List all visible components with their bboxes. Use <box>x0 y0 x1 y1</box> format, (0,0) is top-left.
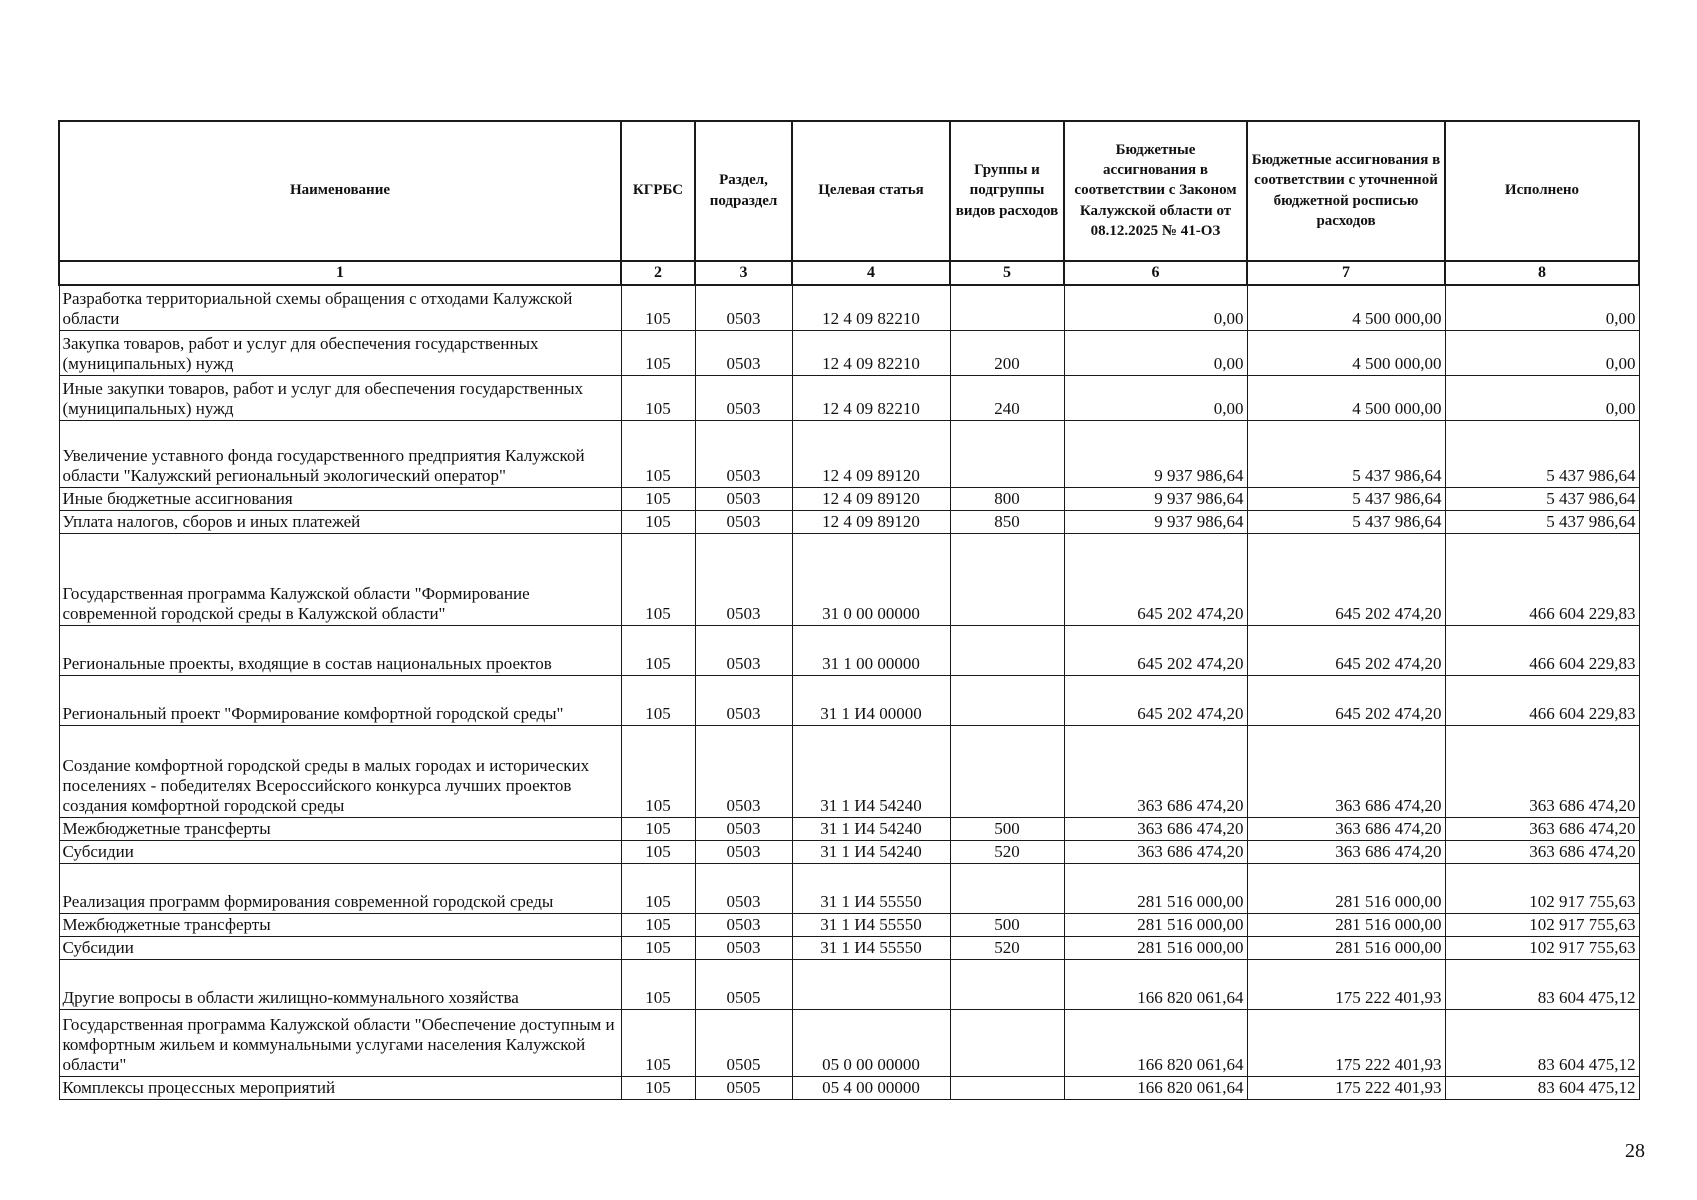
row-name: Разработка территориальной схемы обращения с отходами Калужской области <box>59 285 621 331</box>
row-target: 05 4 00 00000 <box>792 1077 950 1100</box>
row-schedule-amount: 4 500 000,00 <box>1247 376 1445 421</box>
row-law-amount: 9 937 986,64 <box>1064 421 1247 488</box>
row-section: 0503 <box>695 534 792 626</box>
row-target: 31 1 И4 54240 <box>792 726 950 818</box>
row-schedule-amount: 5 437 986,64 <box>1247 511 1445 534</box>
row-executed-amount: 102 917 755,63 <box>1445 937 1639 960</box>
row-executed-amount: 83 604 475,12 <box>1445 960 1639 1010</box>
table-row <box>59 841 1639 864</box>
row-name: Увеличение уставного фонда государственного предприятия Калужской области "Калужский региональный экологический оператор" <box>59 421 621 488</box>
header-name: Наименование <box>59 121 621 261</box>
row-law-amount: 166 820 061,64 <box>1064 1077 1247 1100</box>
row-group <box>950 676 1064 726</box>
row-kgrbs: 105 <box>621 914 695 937</box>
row-law-amount: 166 820 061,64 <box>1064 960 1247 1010</box>
row-executed-amount: 83 604 475,12 <box>1445 1077 1639 1100</box>
row-schedule-amount: 645 202 474,20 <box>1247 626 1445 676</box>
row-executed-amount: 102 917 755,63 <box>1445 864 1639 914</box>
row-group: 200 <box>950 331 1064 376</box>
row-schedule-amount: 4 500 000,00 <box>1247 331 1445 376</box>
row-law-amount: 0,00 <box>1064 285 1247 331</box>
column-number: 5 <box>950 261 1064 285</box>
row-target: 31 1 00 00000 <box>792 626 950 676</box>
row-target: 31 1 И4 55550 <box>792 864 950 914</box>
table-row <box>59 511 1639 534</box>
row-law-amount: 0,00 <box>1064 376 1247 421</box>
row-section: 0503 <box>695 818 792 841</box>
table-row <box>59 488 1639 511</box>
column-number-row <box>59 261 1639 285</box>
table-row <box>59 1010 1639 1077</box>
row-schedule-amount: 645 202 474,20 <box>1247 676 1445 726</box>
row-group: 500 <box>950 914 1064 937</box>
row-target: 12 4 09 82210 <box>792 331 950 376</box>
row-kgrbs: 105 <box>621 626 695 676</box>
row-section: 0503 <box>695 626 792 676</box>
row-law-amount: 363 686 474,20 <box>1064 818 1247 841</box>
row-name: Иные закупки товаров, работ и услуг для обеспечения государственных (муниципальных) нужд <box>59 376 621 421</box>
row-group <box>950 1077 1064 1100</box>
row-executed-amount: 466 604 229,83 <box>1445 676 1639 726</box>
table-row <box>59 285 1639 331</box>
row-group: 520 <box>950 937 1064 960</box>
table-row <box>59 960 1639 1010</box>
table-row <box>59 864 1639 914</box>
row-kgrbs: 105 <box>621 818 695 841</box>
column-number: 7 <box>1247 261 1445 285</box>
row-group <box>950 960 1064 1010</box>
row-executed-amount: 363 686 474,20 <box>1445 818 1639 841</box>
row-kgrbs: 105 <box>621 726 695 818</box>
row-name: Субсидии <box>59 841 621 864</box>
row-name: Межбюджетные трансферты <box>59 818 621 841</box>
budget-table <box>58 120 1640 1100</box>
row-section: 0503 <box>695 511 792 534</box>
row-executed-amount: 5 437 986,64 <box>1445 511 1639 534</box>
row-section: 0503 <box>695 937 792 960</box>
row-schedule-amount: 175 222 401,93 <box>1247 960 1445 1010</box>
column-number: 2 <box>621 261 695 285</box>
column-number: 4 <box>792 261 950 285</box>
row-name: Региональные проекты, входящие в состав национальных проектов <box>59 626 621 676</box>
row-kgrbs: 105 <box>621 960 695 1010</box>
table-header <box>59 121 1639 285</box>
row-kgrbs: 105 <box>621 331 695 376</box>
table-row <box>59 818 1639 841</box>
row-target: 12 4 09 89120 <box>792 511 950 534</box>
row-kgrbs: 105 <box>621 676 695 726</box>
row-target: 31 1 И4 55550 <box>792 937 950 960</box>
row-law-amount: 0,00 <box>1064 331 1247 376</box>
page-number: 28 <box>1625 1140 1645 1162</box>
row-kgrbs: 105 <box>621 1010 695 1077</box>
row-kgrbs: 105 <box>621 841 695 864</box>
column-number: 8 <box>1445 261 1639 285</box>
row-group <box>950 726 1064 818</box>
row-schedule-amount: 281 516 000,00 <box>1247 937 1445 960</box>
row-name: Государственная программа Калужской области "Обеспечение доступным и комфортным жильем и коммунальными услугами населения Калужской области" <box>59 1010 621 1077</box>
row-law-amount: 645 202 474,20 <box>1064 534 1247 626</box>
row-schedule-amount: 363 686 474,20 <box>1247 818 1445 841</box>
row-executed-amount: 5 437 986,64 <box>1445 488 1639 511</box>
row-group <box>950 864 1064 914</box>
row-kgrbs: 105 <box>621 285 695 331</box>
column-number: 3 <box>695 261 792 285</box>
row-schedule-amount: 281 516 000,00 <box>1247 914 1445 937</box>
row-name: Иные бюджетные ассигнования <box>59 488 621 511</box>
row-kgrbs: 105 <box>621 937 695 960</box>
table-body <box>59 285 1639 1100</box>
row-executed-amount: 363 686 474,20 <box>1445 726 1639 818</box>
row-kgrbs: 105 <box>621 488 695 511</box>
row-law-amount: 645 202 474,20 <box>1064 676 1247 726</box>
table-row <box>59 331 1639 376</box>
row-group <box>950 534 1064 626</box>
row-kgrbs: 105 <box>621 511 695 534</box>
row-schedule-amount: 5 437 986,64 <box>1247 488 1445 511</box>
row-target: 31 1 И4 54240 <box>792 818 950 841</box>
row-law-amount: 9 937 986,64 <box>1064 511 1247 534</box>
row-executed-amount: 466 604 229,83 <box>1445 626 1639 676</box>
row-target: 05 0 00 00000 <box>792 1010 950 1077</box>
row-law-amount: 166 820 061,64 <box>1064 1010 1247 1077</box>
row-name: Межбюджетные трансферты <box>59 914 621 937</box>
row-target: 12 4 09 82210 <box>792 376 950 421</box>
table-row <box>59 937 1639 960</box>
row-executed-amount: 466 604 229,83 <box>1445 534 1639 626</box>
row-group: 850 <box>950 511 1064 534</box>
row-section: 0503 <box>695 841 792 864</box>
row-section: 0503 <box>695 331 792 376</box>
row-law-amount: 281 516 000,00 <box>1064 864 1247 914</box>
row-section: 0505 <box>695 1010 792 1077</box>
row-section: 0503 <box>695 914 792 937</box>
row-section: 0505 <box>695 960 792 1010</box>
row-schedule-amount: 363 686 474,20 <box>1247 726 1445 818</box>
row-kgrbs: 105 <box>621 1077 695 1100</box>
row-kgrbs: 105 <box>621 864 695 914</box>
column-number: 1 <box>59 261 621 285</box>
column-number: 6 <box>1064 261 1247 285</box>
row-law-amount: 281 516 000,00 <box>1064 914 1247 937</box>
row-group: 800 <box>950 488 1064 511</box>
row-law-amount: 363 686 474,20 <box>1064 726 1247 818</box>
row-target: 12 4 09 82210 <box>792 285 950 331</box>
table-row <box>59 914 1639 937</box>
row-schedule-amount: 175 222 401,93 <box>1247 1077 1445 1100</box>
table-row <box>59 1077 1639 1100</box>
row-section: 0503 <box>695 488 792 511</box>
row-name: Другие вопросы в области жилищно-коммунального хозяйства <box>59 960 621 1010</box>
row-name: Уплата налогов, сборов и иных платежей <box>59 511 621 534</box>
row-section: 0503 <box>695 726 792 818</box>
row-schedule-amount: 281 516 000,00 <box>1247 864 1445 914</box>
table-row <box>59 626 1639 676</box>
row-section: 0503 <box>695 376 792 421</box>
row-target: 12 4 09 89120 <box>792 421 950 488</box>
row-target: 31 0 00 00000 <box>792 534 950 626</box>
row-executed-amount: 83 604 475,12 <box>1445 1010 1639 1077</box>
table-row <box>59 421 1639 488</box>
row-executed-amount: 102 917 755,63 <box>1445 914 1639 937</box>
row-group <box>950 421 1064 488</box>
row-schedule-amount: 175 222 401,93 <box>1247 1010 1445 1077</box>
table-row <box>59 376 1639 421</box>
row-target <box>792 960 950 1010</box>
row-target: 12 4 09 89120 <box>792 488 950 511</box>
row-group <box>950 1010 1064 1077</box>
row-name: Создание комфортной городской среды в малых городах и исторических поселениях - победителях Всероссийского конкурса лучших проектов создания комфортной городской среды <box>59 726 621 818</box>
row-name: Региональный проект "Формирование комфортной городской среды" <box>59 676 621 726</box>
row-schedule-amount: 363 686 474,20 <box>1247 841 1445 864</box>
row-executed-amount: 0,00 <box>1445 376 1639 421</box>
header-groups: Группы и подгруппы видов расходов <box>950 121 1064 261</box>
header-target: Целевая статья <box>792 121 950 261</box>
row-schedule-amount: 4 500 000,00 <box>1247 285 1445 331</box>
row-section: 0503 <box>695 676 792 726</box>
row-schedule-amount: 645 202 474,20 <box>1247 534 1445 626</box>
row-group <box>950 626 1064 676</box>
row-section: 0505 <box>695 1077 792 1100</box>
row-name: Реализация программ формирования современной городской среды <box>59 864 621 914</box>
row-name: Государственная программа Калужской области "Формирование современной городской среды в Калужской области" <box>59 534 621 626</box>
row-group: 240 <box>950 376 1064 421</box>
row-name: Закупка товаров, работ и услуг для обеспечения государственных (муниципальных) нужд <box>59 331 621 376</box>
header-schedule: Бюджетные ассигнования в соответствии с уточненной бюджетной росписью расходов <box>1247 121 1445 261</box>
row-executed-amount: 0,00 <box>1445 331 1639 376</box>
row-section: 0503 <box>695 864 792 914</box>
row-name: Комплексы процессных мероприятий <box>59 1077 621 1100</box>
row-executed-amount: 0,00 <box>1445 285 1639 331</box>
row-name: Субсидии <box>59 937 621 960</box>
row-section: 0503 <box>695 421 792 488</box>
table-row <box>59 726 1639 818</box>
header-section: Раздел, подраздел <box>695 121 792 261</box>
row-law-amount: 363 686 474,20 <box>1064 841 1247 864</box>
header-kgrbs: КГРБС <box>621 121 695 261</box>
row-target: 31 1 И4 54240 <box>792 841 950 864</box>
row-law-amount: 645 202 474,20 <box>1064 626 1247 676</box>
row-law-amount: 281 516 000,00 <box>1064 937 1247 960</box>
row-schedule-amount: 5 437 986,64 <box>1247 421 1445 488</box>
row-target: 31 1 И4 55550 <box>792 914 950 937</box>
table-row <box>59 534 1639 626</box>
row-kgrbs: 105 <box>621 421 695 488</box>
row-kgrbs: 105 <box>621 376 695 421</box>
row-executed-amount: 5 437 986,64 <box>1445 421 1639 488</box>
row-target: 31 1 И4 00000 <box>792 676 950 726</box>
row-group: 520 <box>950 841 1064 864</box>
table-row <box>59 676 1639 726</box>
row-section: 0503 <box>695 285 792 331</box>
row-group: 500 <box>950 818 1064 841</box>
row-law-amount: 9 937 986,64 <box>1064 488 1247 511</box>
header-executed: Исполнено <box>1445 121 1639 261</box>
row-kgrbs: 105 <box>621 534 695 626</box>
row-group <box>950 285 1064 331</box>
header-law: Бюджетные ассигнования в соответствии с Законом Калужской области от 08.12.2025 № 41-ОЗ <box>1064 121 1247 261</box>
row-executed-amount: 363 686 474,20 <box>1445 841 1639 864</box>
